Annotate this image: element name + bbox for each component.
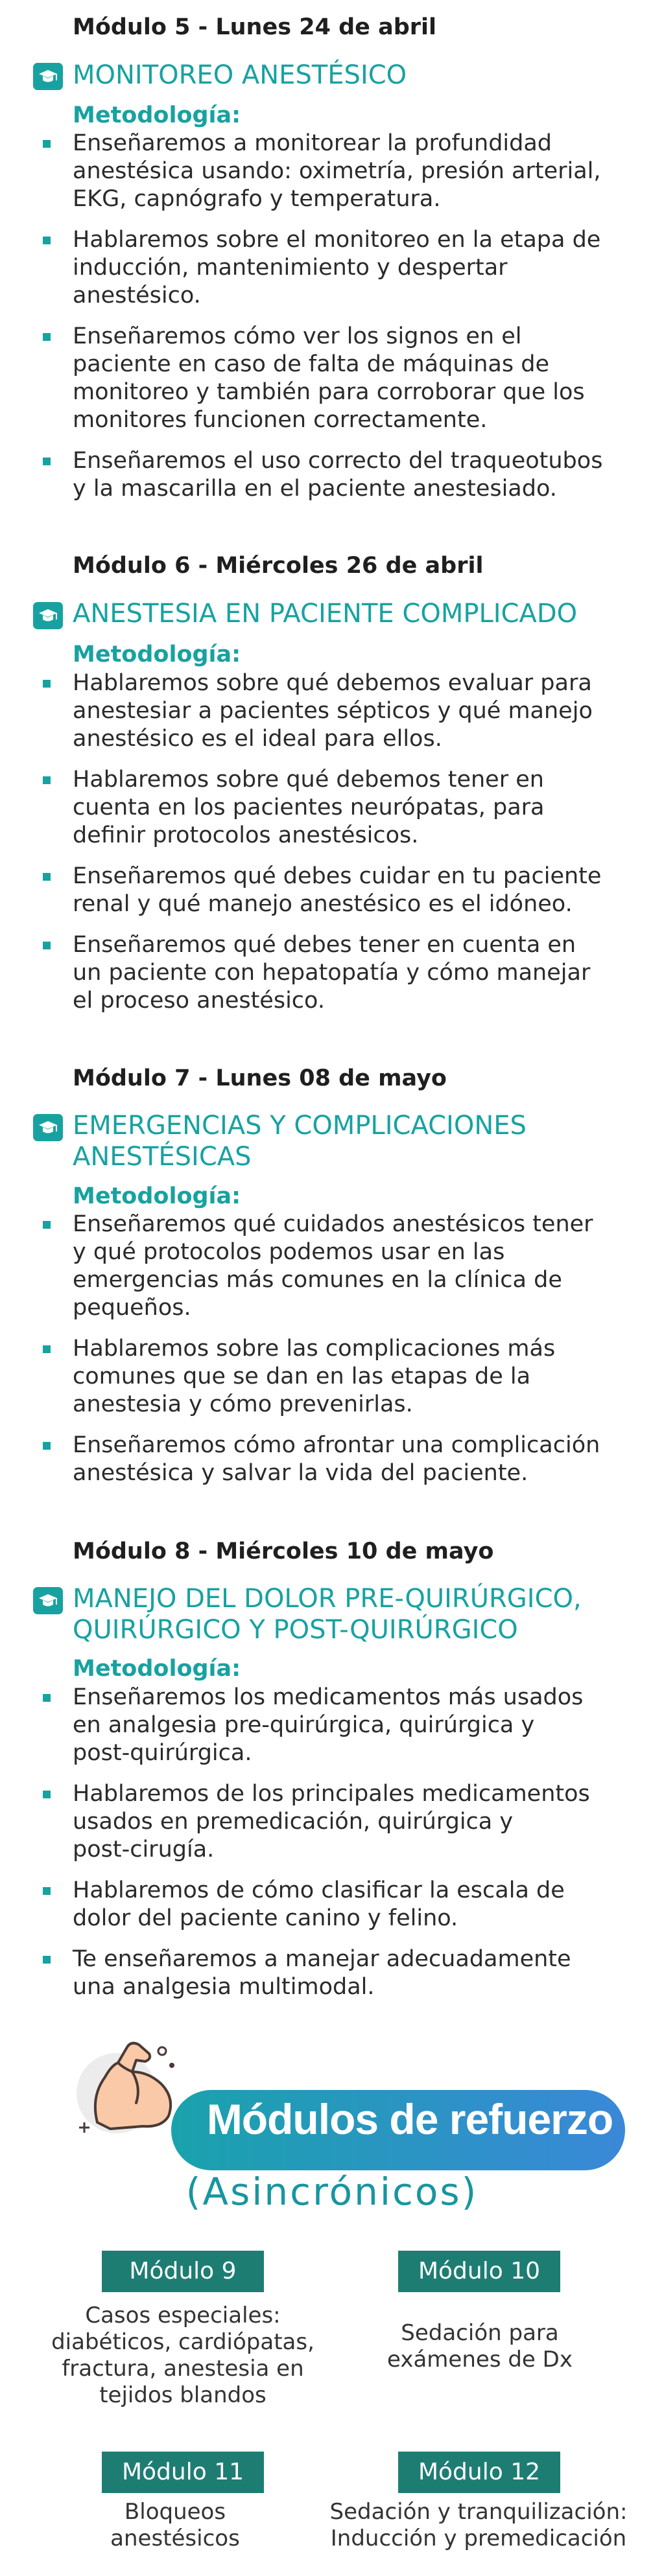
methodology-label: Metodología: [73,1656,241,1682]
module-description: Casos especiales: diabéticos, cardiópatas, fractura, anestesia en tejidos blandos [51,2303,314,2408]
list-item: Hablaremos sobre el monitoreo en la etapa de inducción, mantenimiento y despertar anestésico. [73,227,601,308]
list-item: Enseñaremos cómo afrontar una complicación anestésica y salvar la vida del paciente. [73,1432,600,1486]
list-item: Enseñaremos qué cuidados anestésicos tener y qué protocolos podemos usar en las emergencias más comunes en la clínica de pequeños. [73,1211,593,1321]
module-badge: Módulo 9 [102,2251,264,2292]
reinforcement-title: Módulos de refuerzo [206,2095,613,2143]
bullet-icon [43,680,51,688]
list-item: Enseñaremos a monitorear la profundidad anestésica usando: oximetría, presión arterial, EKG, capnógrafo y temperatura. [73,130,601,212]
list-item: Hablaremos de cómo clasificar la escala de dolor del paciente canino y felino. [73,1877,565,1931]
bullet-icon [43,1345,51,1353]
reinforcement-subtitle: (Asincrónicos) [185,2170,479,2214]
module-badge: Módulo 11 [102,2452,264,2493]
bullet-icon [43,1442,51,1450]
list-item: Enseñaremos cómo ver los signos en el paciente en caso de falta de máquinas de monitoreo y también para corroborar que los monitores funcionen correctamente. [73,323,585,433]
module-badge: Módulo 10 [398,2251,560,2292]
bullet-icon [43,1791,51,1798]
module-title: QUIRÚRGICO Y POST-QUIRÚRGICO [73,1615,518,1645]
list-item: Enseñaremos el uso correcto del traqueotubos y la mascarilla en el paciente anestesiado. [73,448,603,502]
module-heading: Módulo 7 - Lunes 08 de mayo [73,1065,447,1091]
module-title: MONITOREO ANESTÉSICO [73,60,407,90]
bullet-icon [43,1887,51,1895]
bullet-icon [43,1956,51,1964]
module-title: EMERGENCIAS Y COMPLICACIONES [73,1111,527,1141]
graduation-cap-icon [32,1586,64,1615]
bullet-icon [43,1694,51,1702]
list-item: Enseñaremos qué debes tener en cuenta en un paciente con hepatopatía y cómo manejar el proceso anestésico. [73,932,591,1014]
module-title: MANEJO DEL DOLOR PRE-QUIRÚRGICO, [73,1584,582,1614]
list-item: Enseñaremos qué debes cuidar en tu paciente renal y qué manejo anestésico es el idóneo. [73,863,602,917]
list-item: Hablaremos sobre qué debemos tener en cuenta en los pacientes neurópatas, para definir protocolos anestésicos. [73,767,545,848]
graduation-cap-icon [32,1113,64,1142]
flexed-arm-icon [71,2025,188,2142]
bullet-icon [43,458,51,465]
methodology-label: Metodología: [73,102,241,128]
module-heading: Módulo 8 - Miércoles 10 de mayo [73,1538,494,1564]
bullet-icon [43,942,51,949]
list-item: Hablaremos sobre qué debemos evaluar para anestesiar a pacientes sépticos y qué manejo anestésico es el ideal para ellos. [73,670,593,752]
bullet-icon [43,873,51,881]
list-item: Te enseñaremos a manejar adecuadamente una analgesia multimodal. [73,1946,571,2000]
module-description: Bloqueos anestésicos [110,2499,240,2551]
module-badge: Módulo 12 [398,2452,560,2493]
methodology-label: Metodología: [73,1183,241,1209]
list-item: Hablaremos sobre las complicaciones más comunes que se dan en las etapas de la anestesia y cómo prevenirlas. [73,1336,556,1417]
bullet-icon [43,776,51,784]
module-heading: Módulo 5 - Lunes 24 de abril [73,14,437,40]
bullet-icon [43,1221,51,1229]
module-heading: Módulo 6 - Miércoles 26 de abril [73,553,484,579]
list-item: Enseñaremos los medicamentos más usados en analgesia pre-quirúrgica, quirúrgica y post-quirúrgica. [73,1684,584,1766]
graduation-cap-icon [32,62,64,91]
methodology-label: Metodología: [73,642,241,667]
module-description: Sedación para exámenes de Dx [387,2320,573,2373]
bullet-icon [43,237,51,244]
bullet-icon [43,333,51,341]
list-item: Hablaremos de los principales medicamentos usados en premedicación, quirúrgica y post-cirugía. [73,1781,590,1862]
bullet-icon [43,140,51,148]
module-title: ANESTESIA EN PACIENTE COMPLICADO [73,599,578,629]
graduation-cap-icon [32,601,64,630]
module-description: Sedación y tranquilización: Inducción y premedicación [329,2499,628,2551]
module-title: ANESTÉSICAS [73,1142,252,1172]
